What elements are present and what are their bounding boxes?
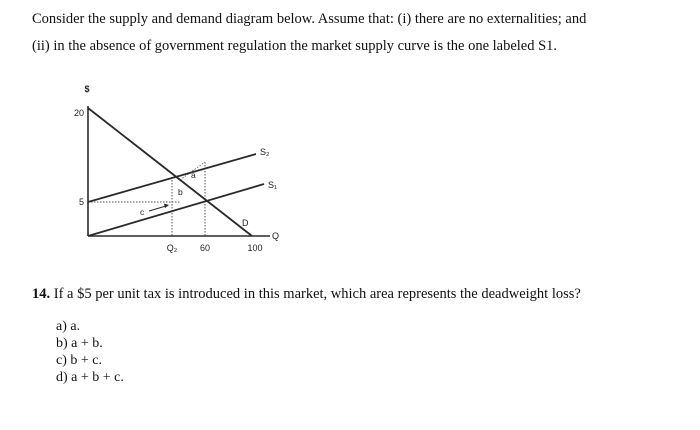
question-14 (32, 286, 682, 303)
question-number: 14. (32, 286, 51, 302)
option-c[interactable]: c) b + c. (56, 353, 102, 368)
area-label-b: b (178, 187, 183, 197)
x-axis-label: Q (272, 231, 280, 241)
quantity-tick-60: 60 (199, 243, 211, 253)
intro-line-1: Consider the supply and demand diagram below. Assume that: (i) there are no externalities; and (32, 11, 587, 27)
option-a[interactable]: a) a. (56, 319, 81, 334)
quantity-tick-q2: Q₂ (166, 243, 178, 253)
area-label-c: c (140, 207, 145, 217)
price-tick-20: 20 (73, 108, 84, 118)
intro-line-2: (ii) in the absence of government regulation the market supply curve is the one labeled S1. (32, 38, 558, 54)
supply-demand-diagram (60, 76, 300, 266)
label-demand: D (242, 218, 249, 228)
option-b[interactable]: b) a + b. (56, 336, 103, 351)
demand-curve (88, 108, 252, 236)
quantity-tick-100: 100 (247, 243, 263, 253)
question-text: If a $5 per unit tax is introduced in this market, which area represents the deadweight loss? (53, 286, 581, 302)
area-c-pointer-head (164, 204, 169, 209)
area-c-pointer (149, 206, 166, 211)
label-s1: S₁ (268, 180, 278, 190)
y-axis-symbol: $ (84, 84, 90, 94)
area-label-a: a (191, 170, 196, 180)
intro-text (32, 6, 682, 60)
label-s2: S₂ (260, 147, 270, 157)
price-tick-5: 5 (78, 197, 84, 207)
answer-options (56, 318, 124, 386)
option-d[interactable]: d) a + b + c. (56, 370, 124, 385)
supply-curve-s1 (88, 184, 264, 236)
supply-curve-s2 (88, 154, 256, 202)
